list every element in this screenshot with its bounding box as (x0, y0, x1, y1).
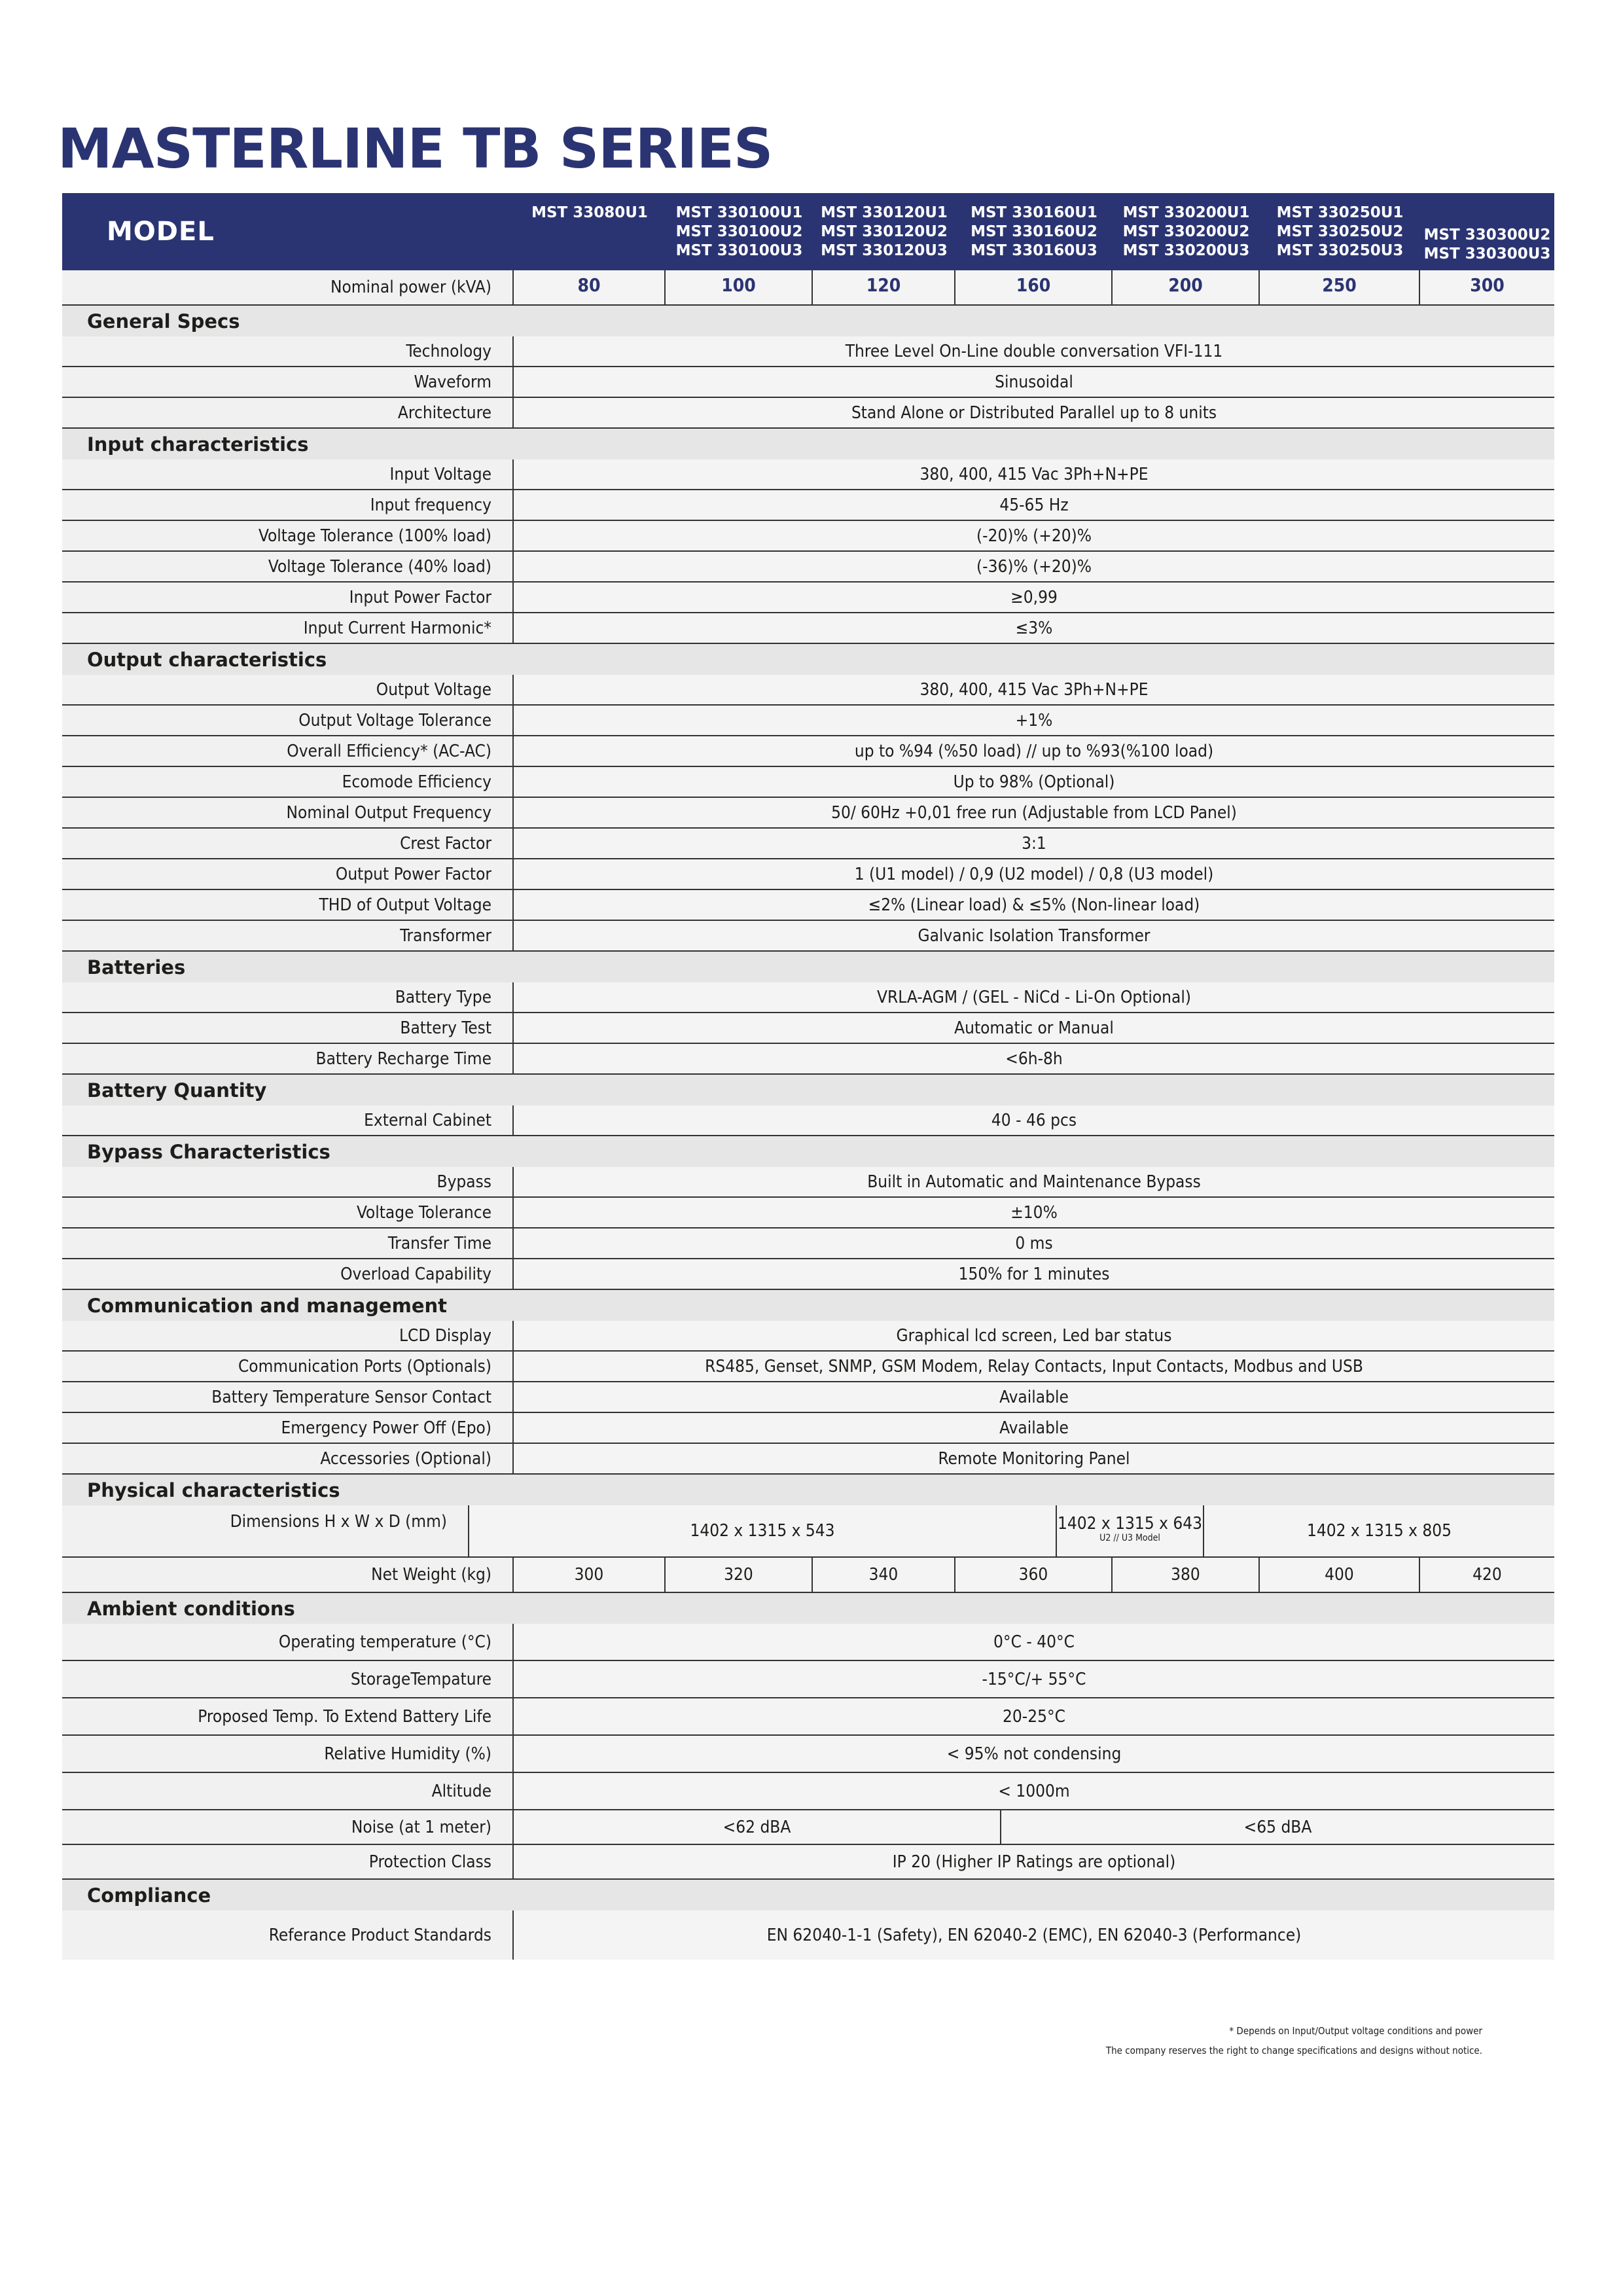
model-name: MST 330300U3 (1423, 245, 1551, 262)
section-header (62, 1136, 1554, 1167)
weight-value: 400 (1260, 1558, 1420, 1592)
noise-label: Noise (at 1 meter) (62, 1810, 514, 1845)
model-name: MST 330200U3 (1122, 242, 1250, 259)
power-value: 160 (955, 270, 1113, 304)
spec-label: Battery Test (62, 1013, 514, 1044)
spec-table (62, 193, 1554, 1960)
noise-row (62, 1810, 1554, 1845)
spec-row (62, 1661, 1554, 1698)
spec-row (62, 459, 1554, 490)
footnote: The company reserves the right to change specifications and designs without notice. (1105, 2045, 1482, 2056)
compliance-row (62, 1910, 1554, 1960)
dimension-value (469, 1505, 1057, 1556)
model-name: MST 330160U2 (971, 223, 1097, 240)
spec-row (62, 1259, 1554, 1290)
spec-label: Waveform (62, 367, 514, 398)
section-fill (514, 644, 1554, 675)
spec-value: VRLA-AGM / (GEL - NiCd - Li-On Optional) (514, 982, 1554, 1013)
spec-value: 50/ 60Hz +0,01 free run (Adjustable from LCD Panel) (514, 798, 1554, 829)
spec-row (62, 859, 1554, 890)
table-header (62, 193, 1554, 270)
dimension-text (1306, 1521, 1452, 1541)
power-value: 200 (1113, 270, 1260, 304)
spec-row (62, 982, 1554, 1013)
spec-row (62, 1698, 1554, 1736)
page-title: MASTERLINE TB SERIES (58, 117, 773, 181)
spec-row (62, 1444, 1554, 1475)
spec-label: Bypass (62, 1167, 514, 1198)
model-name: MST 330120U2 (821, 223, 948, 240)
spec-row (62, 921, 1554, 952)
spec-value: 380, 400, 415 Vac 3Ph+N+PE (514, 459, 1554, 490)
spec-value: ≤3% (514, 613, 1554, 644)
model-name: MST 330100U2 (675, 223, 803, 240)
model-column (1260, 193, 1420, 270)
model-column (1113, 193, 1260, 270)
footnotes (1106, 2021, 1482, 2060)
weight-value: 340 (813, 1558, 955, 1592)
section-title: Output characteristics (62, 644, 514, 675)
spec-value: 3:1 (514, 829, 1554, 859)
weight-label: Net Weight (kg) (62, 1558, 514, 1593)
model-name: MST 330250U2 (1276, 223, 1404, 240)
section-title: Physical characteristics (62, 1475, 514, 1505)
spec-label: Technology (62, 336, 514, 367)
section-header (62, 306, 1554, 336)
spec-label: Accessories (Optional) (62, 1444, 514, 1475)
spec-value: Remote Monitoring Panel (514, 1444, 1554, 1475)
spec-row (62, 1736, 1554, 1773)
model-name: MST 330300U2 (1423, 226, 1551, 243)
model-column (1420, 193, 1554, 270)
spec-label: Communication Ports (Optionals) (62, 1352, 514, 1382)
weight-value: 380 (1113, 1558, 1260, 1592)
spec-label: THD of Output Voltage (62, 890, 514, 921)
spec-row (62, 490, 1554, 521)
spec-value: 0 ms (514, 1229, 1554, 1259)
section-header (62, 644, 1554, 675)
spec-value: Built in Automatic and Maintenance Bypass (514, 1167, 1554, 1198)
section-title: Battery Quantity (62, 1075, 514, 1105)
spec-label: Input frequency (62, 490, 514, 521)
spec-value: ≤2% (Linear load) & ≤5% (Non-linear load) (514, 890, 1554, 921)
spec-label: Transfer Time (62, 1229, 514, 1259)
dimension-size: 1402 x 1315 x 643 (1057, 1514, 1203, 1534)
spec-label: Voltage Tolerance (100% load) (62, 521, 514, 552)
spec-value: +1% (514, 706, 1554, 736)
spec-value: Galvanic Isolation Transformer (514, 921, 1554, 952)
spec-value: ±10% (514, 1198, 1554, 1229)
spec-row (62, 736, 1554, 767)
spec-value: Available (514, 1413, 1554, 1444)
spec-value: 150% for 1 minutes (514, 1259, 1554, 1290)
model-name: MST 330100U3 (675, 242, 803, 259)
power-value: 300 (1420, 270, 1554, 304)
section-title: Ambient conditions (62, 1593, 514, 1624)
protection-row (62, 1845, 1554, 1880)
spec-row (62, 829, 1554, 859)
weight-value: 420 (1420, 1558, 1554, 1592)
power-value: 250 (1260, 270, 1420, 304)
section-header (62, 1475, 1554, 1505)
spec-label: Input Current Harmonic* (62, 613, 514, 644)
section-fill (514, 1136, 1554, 1167)
spec-value: 45-65 Hz (514, 490, 1554, 521)
spec-label: LCD Display (62, 1321, 514, 1352)
model-column (955, 193, 1113, 270)
nominal-power-row (62, 270, 1554, 306)
spec-value: Up to 98% (Optional) (514, 767, 1554, 798)
spec-value: -15°C/+ 55°C (514, 1661, 1554, 1698)
compliance-value: EN 62040-1-1 (Safety), EN 62040-2 (EMC), EN 62040-3 (Performance) (514, 1910, 1554, 1960)
spec-label: StorageTempature (62, 1661, 514, 1698)
spec-row (62, 1013, 1554, 1044)
spec-value: up to %94 (%50 load) // up to %93(%100 load) (514, 736, 1554, 767)
spec-row (62, 890, 1554, 921)
model-column (666, 193, 813, 270)
section-header (62, 1880, 1554, 1910)
spec-value: 20-25°C (514, 1698, 1554, 1736)
spec-label: Operating temperature (°C) (62, 1624, 514, 1661)
spec-value: 380, 400, 415 Vac 3Ph+N+PE (514, 675, 1554, 706)
spec-row (62, 1229, 1554, 1259)
spec-row (62, 613, 1554, 644)
section-header (62, 1075, 1554, 1105)
spec-row (62, 1044, 1554, 1075)
section-fill (514, 952, 1554, 982)
section-title: Compliance (62, 1880, 514, 1910)
model-name: MST 330120U3 (821, 242, 948, 259)
spec-label: Voltage Tolerance (62, 1198, 514, 1229)
spec-value: Three Level On-Line double conversation VFI-111 (514, 336, 1554, 367)
spec-label: Emergency Power Off (Epo) (62, 1413, 514, 1444)
dimension-value (1204, 1505, 1554, 1556)
spec-row (62, 336, 1554, 367)
spec-label: Proposed Temp. To Extend Battery Life (62, 1698, 514, 1736)
spec-row (62, 1321, 1554, 1352)
noise-value: <65 dBA (1001, 1810, 1554, 1844)
spec-row (62, 367, 1554, 398)
dimensions-row (62, 1505, 1554, 1558)
power-value: 80 (514, 270, 666, 304)
section-header (62, 429, 1554, 459)
spec-row (62, 552, 1554, 583)
spec-label: Architecture (62, 398, 514, 429)
spec-value: < 95% not condensing (514, 1736, 1554, 1773)
nominal-power-label: Nominal power (kVA) (62, 270, 514, 306)
spec-value: 40 - 46 pcs (514, 1105, 1554, 1136)
spec-value: RS485, Genset, SNMP, GSM Modem, Relay Contacts, Input Contacts, Modbus and USB (514, 1352, 1554, 1382)
spec-value: 0°C - 40°C (514, 1624, 1554, 1661)
spec-label: Battery Temperature Sensor Contact (62, 1382, 514, 1413)
spec-row (62, 675, 1554, 706)
section-title: Communication and management (62, 1290, 514, 1321)
spec-row (62, 1773, 1554, 1810)
spec-label: Crest Factor (62, 829, 514, 859)
section-title: Input characteristics (62, 429, 514, 459)
weight-value: 360 (955, 1558, 1113, 1592)
spec-label: Voltage Tolerance (40% load) (62, 552, 514, 583)
model-name: MST 330200U1 (1122, 204, 1250, 221)
model-column (514, 193, 666, 270)
model-name: MST 330120U1 (821, 204, 948, 221)
spec-label: Overload Capability (62, 1259, 514, 1290)
spec-label: Altitude (62, 1773, 514, 1810)
footnote: * Depends on Input/Output voltage conditions and power (1229, 2025, 1482, 2037)
spec-value: Sinusoidal (514, 367, 1554, 398)
section-header (62, 1593, 1554, 1624)
compliance-label: Referance Product Standards (62, 1910, 514, 1960)
weight-value: 300 (514, 1558, 666, 1592)
section-fill (514, 429, 1554, 459)
dimension-note: U2 // U3 Model (1099, 1533, 1160, 1543)
spec-value: Stand Alone or Distributed Parallel up to 8 units (514, 398, 1554, 429)
spec-label: Transformer (62, 921, 514, 952)
model-name: MST 33080U1 (531, 204, 648, 221)
spec-value: <6h-8h (514, 1044, 1554, 1075)
spec-label: Battery Recharge Time (62, 1044, 514, 1075)
power-value: 120 (813, 270, 955, 304)
section-fill (514, 1290, 1554, 1321)
model-name: MST 330200U2 (1122, 223, 1250, 240)
spec-label: Output Voltage Tolerance (62, 706, 514, 736)
spec-label: Ecomode Efficiency (62, 767, 514, 798)
section-header (62, 952, 1554, 982)
spec-row (62, 521, 1554, 552)
section-fill (514, 1075, 1554, 1105)
spec-value: ≥0,99 (514, 583, 1554, 613)
model-name: MST 330250U1 (1276, 204, 1404, 221)
weight-value: 320 (666, 1558, 813, 1592)
spec-label: Output Power Factor (62, 859, 514, 890)
spec-value: Available (514, 1382, 1554, 1413)
spec-label: Output Voltage (62, 675, 514, 706)
model-name: MST 330160U3 (971, 242, 1097, 259)
spec-label: Input Voltage (62, 459, 514, 490)
dimension-text (690, 1521, 835, 1541)
spec-value: (-20)% (+20)% (514, 521, 1554, 552)
spec-row (62, 1105, 1554, 1136)
spec-row (62, 1624, 1554, 1661)
dimension-size: 1402 x 1315 x 805 (1306, 1521, 1452, 1541)
model-name: MST 330100U1 (675, 204, 803, 221)
protection-value: IP 20 (Higher IP Ratings are optional) (514, 1845, 1554, 1880)
section-title: General Specs (62, 306, 514, 336)
spec-label: Input Power Factor (62, 583, 514, 613)
section-title: Batteries (62, 952, 514, 982)
spec-row (62, 1352, 1554, 1382)
spec-row (62, 398, 1554, 429)
spec-value: Graphical lcd screen, Led bar status (514, 1321, 1554, 1352)
spec-row (62, 767, 1554, 798)
dimensions-label: Dimensions H x W x D (mm) (62, 1505, 469, 1558)
section-fill (514, 306, 1554, 336)
spec-row (62, 1382, 1554, 1413)
model-name: MST 330160U1 (971, 204, 1097, 221)
spec-row (62, 706, 1554, 736)
dimension-size: 1402 x 1315 x 543 (690, 1521, 835, 1541)
dimension-text (1058, 1516, 1202, 1545)
spec-row (62, 583, 1554, 613)
spec-row (62, 1413, 1554, 1444)
noise-value: <62 dBA (514, 1810, 1001, 1844)
model-column (813, 193, 955, 270)
model-name: MST 330250U3 (1276, 242, 1404, 259)
section-title: Bypass Characteristics (62, 1136, 514, 1167)
spec-label: Battery Type (62, 982, 514, 1013)
spec-label: Relative Humidity (%) (62, 1736, 514, 1773)
spec-value: Automatic or Manual (514, 1013, 1554, 1044)
spec-value: 1 (U1 model) / 0,9 (U2 model) / 0,8 (U3 model) (514, 859, 1554, 890)
spec-label: Overall Efficiency* (AC-AC) (62, 736, 514, 767)
model-header-label: MODEL (107, 217, 215, 247)
power-value: 100 (666, 270, 813, 304)
spec-label: External Cabinet (62, 1105, 514, 1136)
weight-row (62, 1558, 1554, 1593)
section-header (62, 1290, 1554, 1321)
spec-row (62, 1167, 1554, 1198)
protection-label: Protection Class (62, 1845, 514, 1880)
spec-row (62, 1198, 1554, 1229)
dimension-value (1057, 1505, 1204, 1556)
spec-value: < 1000m (514, 1773, 1554, 1810)
spec-label: Nominal Output Frequency (62, 798, 514, 829)
spec-value: (-36)% (+20)% (514, 552, 1554, 583)
spec-row (62, 798, 1554, 829)
